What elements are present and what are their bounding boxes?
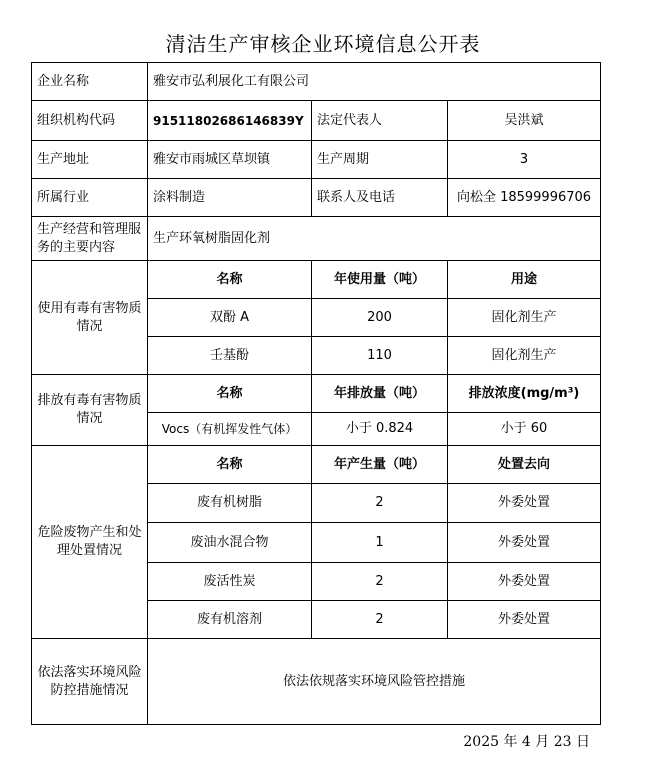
table-cell: 废油水混合物 — [148, 523, 312, 563]
table-cell: 小于 0.824 — [312, 413, 448, 446]
industry-value: 涂料制造 — [148, 179, 312, 217]
toxic-emission-header-row — [32, 375, 601, 413]
row-business — [32, 217, 601, 261]
table-cell: 废有机树脂 — [148, 484, 312, 523]
table-cell: 外委处置 — [448, 484, 601, 523]
row-org-code — [32, 101, 601, 141]
cycle-label: 生产周期 — [312, 141, 448, 179]
contact-label: 联系人及电话 — [312, 179, 448, 217]
risk-section-label: 依法落实环境风险防控措施情况 — [32, 639, 148, 725]
toxic-use-header-row — [32, 261, 601, 299]
table-cell: 固化剂生产 — [448, 337, 601, 375]
table-cell: 110 — [312, 337, 448, 375]
contact-value: 向松全 18599996706 — [448, 179, 601, 217]
info-table — [31, 62, 601, 725]
row-company-name — [32, 63, 601, 101]
toxic-emission-section-label: 排放有毒有害物质情况 — [32, 375, 148, 446]
table-cell: 2 — [312, 484, 448, 523]
legal-rep-label: 法定代表人 — [312, 101, 448, 141]
table-cell: 200 — [312, 299, 448, 337]
table-cell: 壬基酚 — [148, 337, 312, 375]
table-header: 用途 — [448, 261, 601, 299]
table-header: 名称 — [148, 261, 312, 299]
address-value: 雅安市雨城区草坝镇 — [148, 141, 312, 179]
table-cell: 外委处置 — [448, 601, 601, 639]
table-header: 排放浓度(mg/m³) — [448, 375, 601, 413]
document-title: 清洁生产审核企业环境信息公开表 — [165, 32, 481, 56]
table-cell: 废活性炭 — [148, 563, 312, 601]
table-cell: 外委处置 — [448, 563, 601, 601]
business-label: 生产经营和管理服务的主要内容 — [32, 217, 148, 261]
table-cell: 双酚 A — [148, 299, 312, 337]
org-code-value: 91511802686146839Y — [148, 101, 312, 141]
hazardous-waste-header-row — [32, 446, 601, 484]
org-code-label: 组织机构代码 — [32, 101, 148, 141]
table-header: 处置去向 — [448, 446, 601, 484]
hazardous-waste-section-label: 危险废物产生和处理处置情况 — [32, 446, 148, 639]
company-name-value: 雅安市弘利展化工有限公司 — [148, 63, 601, 101]
toxic-use-section-label: 使用有毒有害物质情况 — [32, 261, 148, 375]
document-date: 2025 年 4 月 23 日 — [463, 734, 590, 750]
table-cell: 2 — [312, 601, 448, 639]
table-cell: 2 — [312, 563, 448, 601]
table-header: 名称 — [148, 375, 312, 413]
table-header: 年产生量（吨） — [312, 446, 448, 484]
risk-value: 依法依规落实环境风险管控措施 — [148, 639, 601, 725]
row-industry — [32, 179, 601, 217]
table-header: 年排放量（吨） — [312, 375, 448, 413]
table-cell: 1 — [312, 523, 448, 563]
company-name-label: 企业名称 — [32, 63, 148, 101]
business-value: 生产环氧树脂固化剂 — [148, 217, 601, 261]
table-cell: Vocs（有机挥发性气体） — [148, 413, 312, 446]
row-risk — [32, 639, 601, 725]
table-cell: 外委处置 — [448, 523, 601, 563]
address-label: 生产地址 — [32, 141, 148, 179]
table-cell: 固化剂生产 — [448, 299, 601, 337]
table-cell: 废有机溶剂 — [148, 601, 312, 639]
table-header: 名称 — [148, 446, 312, 484]
legal-rep-value: 吴洪斌 — [448, 101, 601, 141]
row-address — [32, 141, 601, 179]
table-header: 年使用量（吨） — [312, 261, 448, 299]
cycle-value: 3 — [448, 141, 601, 179]
industry-label: 所属行业 — [32, 179, 148, 217]
table-cell: 小于 60 — [448, 413, 601, 446]
